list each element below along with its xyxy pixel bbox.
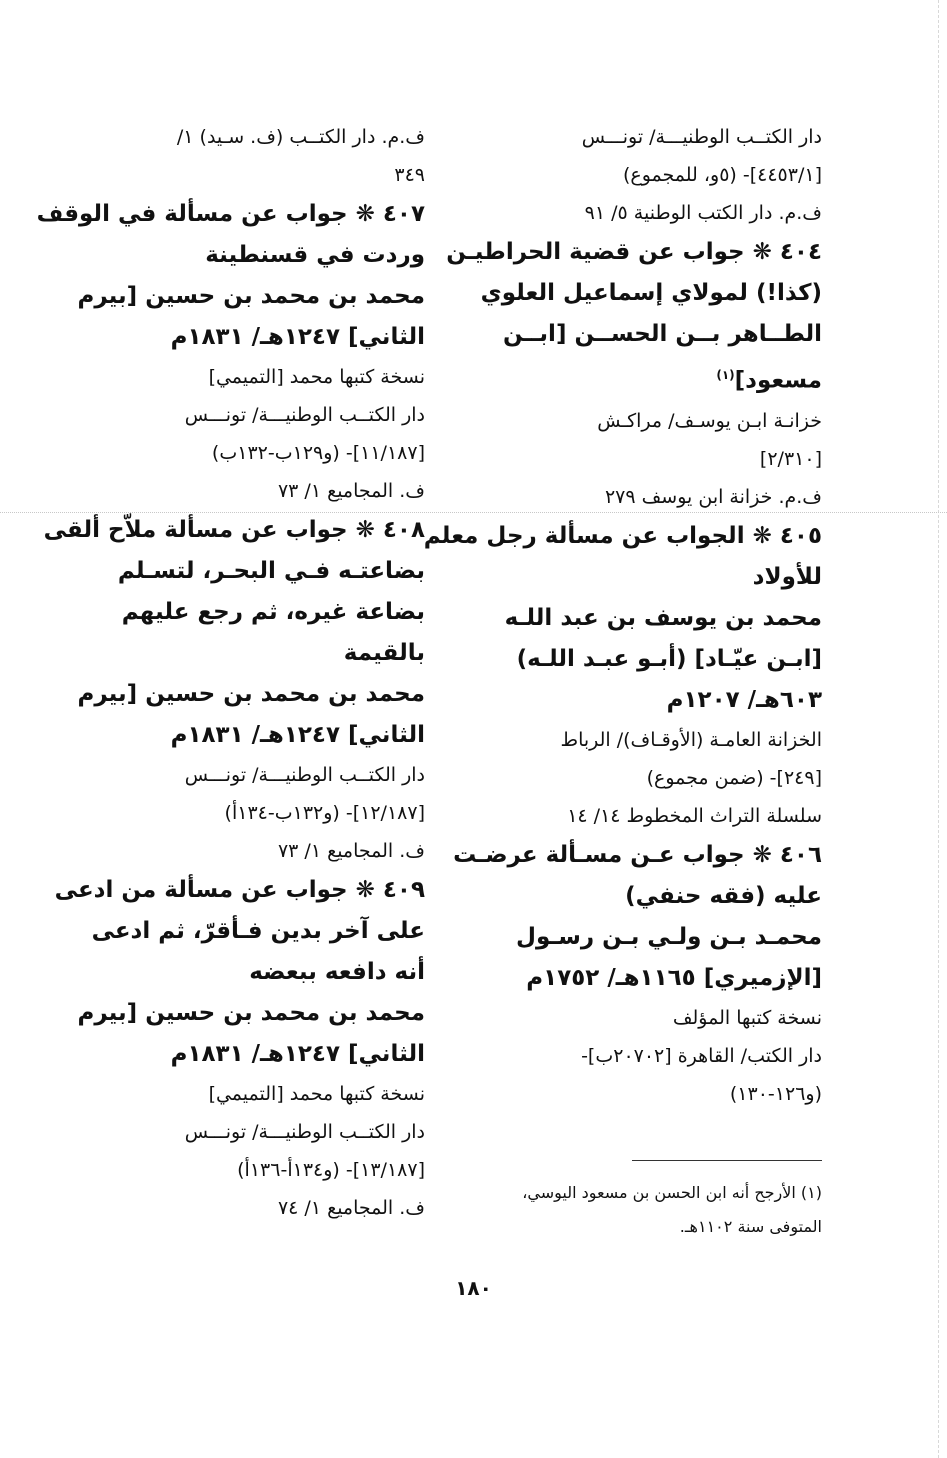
line-text: [١١/١٨٧]- (و١٢٩ب-١٣٢ب)	[211, 442, 425, 464]
entry-detail-line	[95, 832, 425, 870]
line-text: ٤٠٤ ❋ جواب عن قضية الحراطيـن	[446, 239, 822, 265]
footnote-rule	[632, 1160, 822, 1161]
line-text: للأولاد	[752, 563, 822, 590]
entry-heading-line	[95, 633, 425, 674]
line-text: ٤٠٦ ❋ جواب عـن مسـألة عرضـت	[453, 841, 822, 868]
entry-detail-line	[95, 1151, 425, 1189]
line-text: ٤٠٧ ❋ جواب عن مسألة في الوقف	[36, 201, 425, 227]
entry-detail-line	[95, 472, 425, 510]
line-text: بضاعتـه فـي البحـر، لتسـلم	[117, 558, 425, 584]
line-text: على آخر بدين فـأقرّ، ثم ادعى	[91, 918, 425, 944]
entry-detail-line	[95, 1075, 425, 1113]
entry-heading-line	[467, 917, 822, 958]
line-text: ف. المجاميع ١/ ٧٣	[277, 480, 425, 502]
scan-edge-line	[937, 0, 939, 1458]
line-text: ٤٠٨ ❋ جواب عن مسألة ملاّح ألقى	[43, 517, 425, 543]
line-text: الطــاهر بــن الحســن [ابــن	[503, 321, 822, 347]
line-text: ٦٠٣هـ/ ١٢٠٧م	[666, 686, 822, 713]
entry-heading-line	[467, 958, 822, 999]
entry-detail-line	[95, 396, 425, 434]
line-text: نسخة كتبها محمد [التميمي]	[208, 366, 425, 388]
entry-detail-line	[95, 794, 425, 832]
line-text: أنه دافعه ببعضه	[249, 959, 425, 985]
line-text: [الإزميري] ١١٦٥هـ/ ١٧٥٢م	[526, 964, 822, 991]
entry-heading-line	[446, 232, 822, 273]
line-text: نسخة كتبها المؤلف	[672, 1006, 822, 1029]
entry-detail-line	[95, 756, 425, 794]
line-text: ٤٠٩ ❋ جواب عن مسألة من ادعى	[54, 877, 425, 903]
line-text: نسخة كتبها محمد [التميمي]	[208, 1083, 425, 1105]
line-text: ٣٤٩	[394, 164, 425, 186]
line-text: ٤٠٥ ❋ الجواب عن مسألة رجل معلم	[423, 522, 822, 549]
line-text: بالقيمة	[343, 640, 425, 666]
line-text: وردت في قسنطينة	[205, 242, 425, 268]
entry-heading-line	[77, 993, 425, 1034]
line-text: عليه (فقه حنفي)	[625, 882, 822, 909]
line-text: ف.م. دار الكتب الوطنية ٥/ ٩١	[584, 202, 822, 224]
right-column	[423, 118, 822, 1113]
line-text: الثاني] ١٢٤٧هـ/ ١٨٣١م	[170, 1041, 425, 1067]
entry-detail-line	[467, 478, 822, 516]
line-text: دار الكتــب الوطنيـــة/ تونـــس	[184, 1121, 425, 1143]
line-text: الخزانة العامـة (الأوقـاف)/ الرباط	[560, 728, 822, 751]
entry-heading-line	[423, 516, 822, 557]
footnote	[472, 1176, 822, 1244]
entry-detail-line	[467, 999, 822, 1037]
entry-detail-line	[467, 440, 822, 478]
entry-heading-line	[77, 276, 425, 317]
entry-heading-line	[467, 680, 822, 721]
entry-heading-line	[77, 674, 425, 715]
entry-heading-line	[95, 715, 425, 756]
entry-detail-line	[467, 194, 822, 232]
line-text: ف.م. خزانة ابن يوسف ٢٧٩	[604, 485, 822, 508]
entry-heading-line	[467, 557, 822, 598]
entry-heading-line	[95, 551, 425, 592]
line-text: [٤٤٥٣/١]- (٥و، للمجموع)	[622, 164, 822, 186]
entry-detail-line	[95, 1113, 425, 1151]
line-text: دار الكتــب الوطنيـــة/ تونـــس	[184, 404, 425, 426]
line-text: الثاني] ١٢٤٧هـ/ ١٨٣١م	[170, 324, 425, 350]
line-text: دار الكتــب الوطنيـــة/ تونـــس	[581, 126, 822, 148]
page-number: ١٨٠	[455, 1276, 492, 1300]
entry-heading-line	[467, 355, 822, 402]
entry-heading-line	[36, 194, 425, 235]
entry-detail-line	[95, 156, 425, 194]
entry-detail-line	[467, 156, 822, 194]
line-text: [٢/٣١٠]	[759, 447, 822, 470]
line-text: ف. المجاميع ١/ ٧٤	[277, 1197, 425, 1219]
footnote-line: (١) الأرجح أنه ابن الحسن بن مسعود اليوسي،	[522, 1183, 822, 1202]
line-text: محمد بن محمد بن حسين [بيرم	[77, 681, 425, 707]
entry-heading-line	[95, 592, 425, 633]
entry-detail-line	[467, 759, 822, 797]
entry-heading-line	[95, 952, 425, 993]
line-text: (كذا!) لمولاي إسماعيل العلوي	[480, 280, 822, 306]
entry-detail-line	[467, 118, 822, 156]
entry-heading-line	[453, 835, 822, 876]
entry-detail-line	[467, 797, 822, 835]
line-text: مسعود]	[734, 367, 822, 394]
line-text: ف.م. دار الكتــب (ف. سـيد) ١/	[176, 126, 425, 148]
left-column	[36, 118, 425, 1227]
entry-heading-line	[95, 317, 425, 358]
line-text: الثاني] ١٢٤٧هـ/ ١٨٣١م	[170, 722, 425, 748]
line-text: محمـد بـن ولـي بـن رسـول	[516, 923, 822, 950]
entry-detail-line	[467, 1037, 822, 1075]
entry-heading-line	[54, 870, 425, 911]
entry-heading-line	[467, 876, 822, 917]
line-text: (و١٢٦-١٣٠)	[729, 1082, 822, 1105]
line-text: [١٢/١٨٧]- (و١٣٢ب-١٣٤أ)	[224, 802, 425, 824]
line-text: دار الكتــب الوطنيـــة/ تونـــس	[184, 764, 425, 786]
entry-heading-line	[467, 314, 822, 355]
entry-heading-line	[91, 911, 425, 952]
line-text: [١٣/١٨٧]- (و١٣٤أ-١٣٦أ)	[237, 1159, 425, 1181]
entry-heading-line	[467, 598, 822, 639]
line-text: بضاعة غيره، ثم رجع عليهم	[121, 599, 425, 625]
entry-heading-line	[467, 273, 822, 314]
line-text: محمد بن محمد بن حسين [بيرم	[77, 283, 425, 309]
entry-heading-line	[43, 510, 425, 551]
entry-heading-line	[467, 639, 822, 680]
line-text: [٢٤٩]- (ضمن مجموع)	[646, 766, 822, 789]
entry-detail-line	[95, 1189, 425, 1227]
line-text: محمد بن يوسف بن عبد اللـه	[504, 604, 822, 631]
line-text: دار الكتب/ القاهرة [٢٠٧٠٢ب]-	[581, 1044, 822, 1067]
entry-detail-line	[95, 434, 425, 472]
entry-detail-line	[95, 358, 425, 396]
footnote-marker: (١)	[716, 368, 735, 382]
entry-detail-line	[467, 721, 822, 759]
entry-heading-line	[95, 1034, 425, 1075]
entry-detail-line	[467, 1075, 822, 1113]
line-text: [ابـن عيّـاد] (أبـو عبـد اللـه)	[516, 645, 822, 672]
line-text: خزانـة ابـن يوسـف/ مراكـش	[597, 409, 822, 432]
entry-detail-line	[467, 402, 822, 440]
entry-heading-line	[95, 235, 425, 276]
entry-detail-line	[95, 118, 425, 156]
line-text: ف. المجاميع ١/ ٧٣	[277, 840, 425, 862]
line-text: محمد بن محمد بن حسين [بيرم	[77, 1000, 425, 1026]
footnote-line: المتوفى سنة ١١٠٢هـ.	[679, 1217, 822, 1236]
line-text: سلسلة التراث المخطوط ١٤/ ١٤	[567, 804, 822, 827]
